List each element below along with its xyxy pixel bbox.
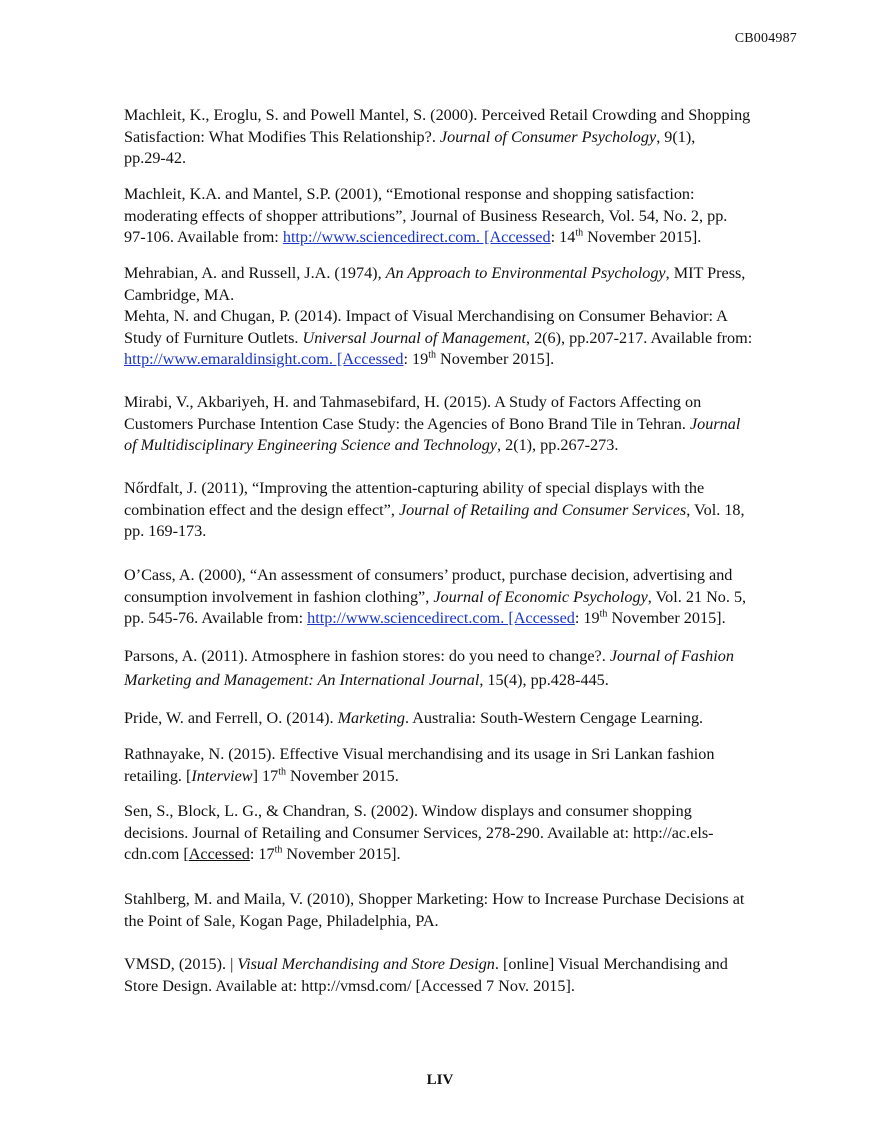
reference-entry: Mirabi, V., Akbariyeh, H. and Tahmasebifard, H. (2015). A Study of Factors Affecting on Customers Purchase Intention Case Study: the Agencies of Bono Brand Tile in Tehran. Journal of Multidisciplinary Engineering Science and Technology, 2(1), pp.267-273.: [124, 393, 741, 455]
reference-entry: Mehrabian, A. and Russell, J.A. (1974), An Approach to Environmental Psychology, MIT Press, Cambridge, MA.: [124, 264, 746, 304]
reference-entry: Machleit, K.A. and Mantel, S.P. (2001), “Emotional response and shopping satisfaction: moderating effects of shopper attributions”, Journal of Business Research, Vol. 54, No. 2, pp. 97-106. Available from: http://www.sciencedirect.com. [Accessed: 14th November 2015].: [124, 185, 728, 247]
reference-link[interactable]: http://www.emaraldinsight.com. [Accessed: [124, 350, 404, 369]
reference-entry: VMSD, (2015). | Visual Merchandising and Store Design. [online] Visual Merchandising and Store Design. Available at: http://vmsd.com/ [Accessed 7 Nov. 2015].: [124, 955, 728, 995]
reference-entry: Rathnayake, N. (2015). Effective Visual merchandising and its usage in Sri Lankan fashion retailing. [Interview] 17th November 2015.: [124, 745, 715, 785]
document-id: CB004987: [734, 31, 797, 46]
reference-entry: Pride, W. and Ferrell, O. (2014). Marketing. Australia: South-Western Cengage Learning.: [124, 709, 704, 727]
reference-entry: Stahlberg, M. and Maila, V. (2010), Shopper Marketing: How to Increase Purchase Decisions at the Point of Sale, Kogan Page, Philadelphia, PA.: [124, 890, 745, 930]
reference-entry: Machleit, K., Eroglu, S. and Powell Mantel, S. (2000). Perceived Retail Crowding and Shopping Satisfaction: What Modifies This Relationship?. Journal of Consumer Psychology, 9(1), pp.29-42.: [124, 106, 751, 168]
reference-link[interactable]: http://www.sciencedirect.com. [Accessed: [307, 609, 575, 628]
reference-entry: Mehta, N. and Chugan, P. (2014). Impact of Visual Merchandising on Consumer Behavior: A Study of Furniture Outlets. Universal Journal of Management, 2(6), pp.207-217. Available from: http://www.emaraldinsight.com. [Accessed: 19th November 2015].: [124, 307, 753, 369]
reference-entry: Parsons, A. (2011). Atmosphere in fashion stores: do you need to change?. Journal of Fashion Marketing and Management: An International Journal, 15(4), pp.428-445.: [124, 647, 734, 689]
reference-link[interactable]: http://www.sciencedirect.com. [Accessed: [282, 228, 551, 247]
reference-entry: O’Cass, A. (2000), “An assessment of consumers’ product, purchase decision, advertising and consumption involvement in fashion clothing”, Journal of Economic Psychology, Vol. 21 No. 5, pp. 545-76. Available from: http://www.sciencedirect.com. [Accessed: 19th November 2015].: [124, 566, 747, 628]
page-number: LIV: [426, 1072, 454, 1088]
reference-entry: Sen, S., Block, L. G., & Chandran, S. (2002). Window displays and consumer shopping decisions. Journal of Retailing and Consumer Services, 278-290. Available at: http://ac.els- cdn.com [Accessed: 17th November 2015].: [124, 802, 714, 864]
reference-entry: Nőrdfalt, J. (2011), “Improving the attention-capturing ability of special displays with the combination effect and the design effect”, Journal of Retailing and Consumer Services, Vol. 18, pp. 169-173.: [124, 479, 745, 541]
